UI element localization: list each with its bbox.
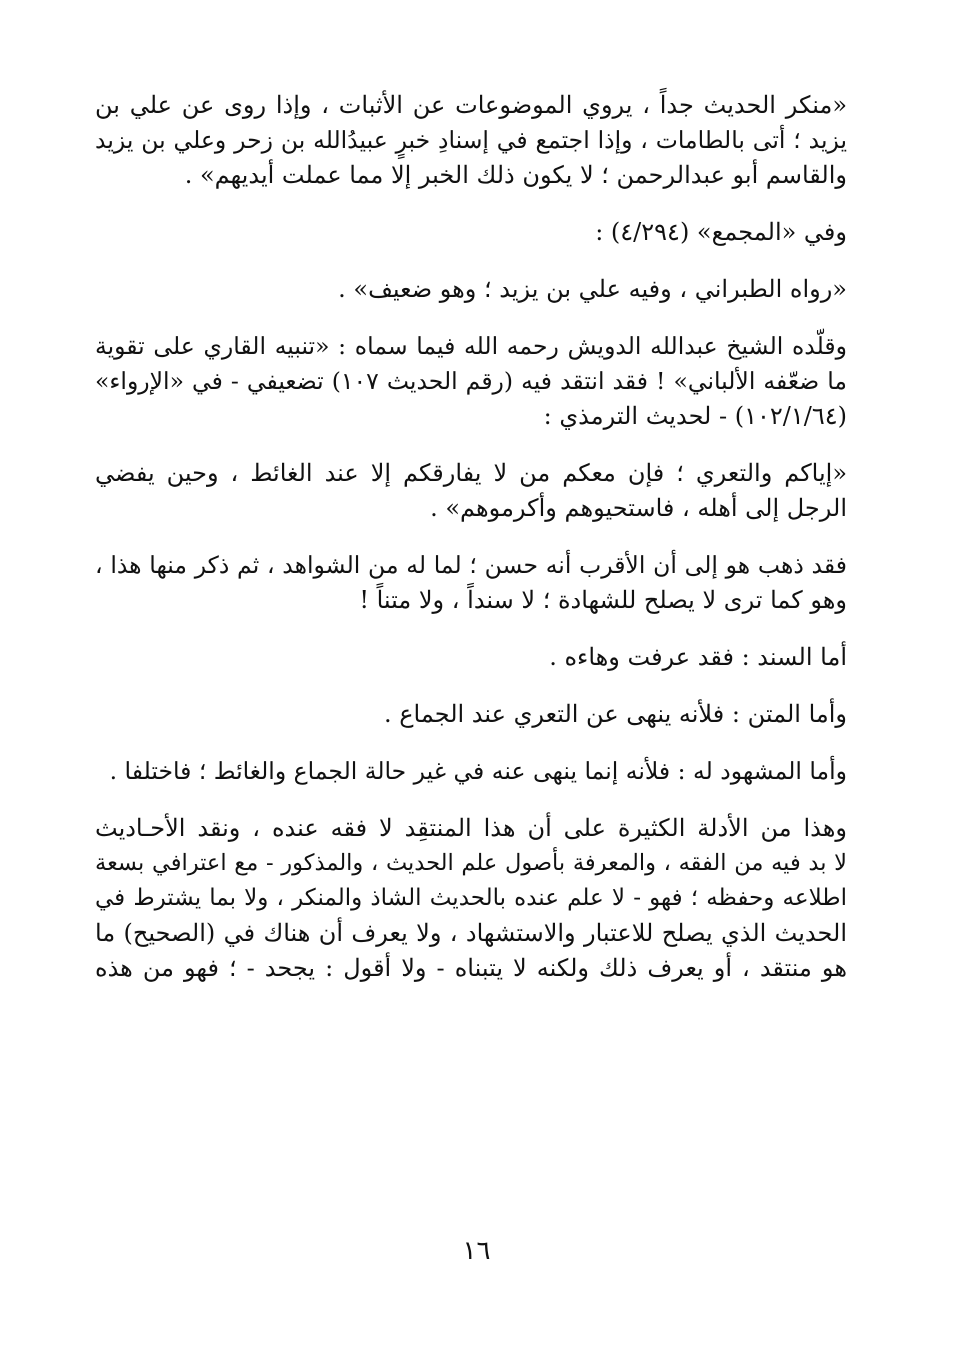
text-line: ما ضعّفه الألباني» ! فقد انتقد فيه (رقم الحديث ١٠٧) تضعيفي - في «الإرواء» bbox=[95, 367, 847, 395]
paragraph-sanad bbox=[95, 640, 847, 675]
text-line: فقد ذهب هو إلى أن الأقرب أنه حسن ؛ لما له من الشواهد ، ثم ذكر منها هذا ، bbox=[95, 551, 847, 579]
text-line: (١٠٢/١/٦٤) - لحديث الترمذي : bbox=[543, 402, 847, 430]
page-number: ١٦ bbox=[462, 1236, 491, 1266]
text-line: وقلّده الشيخ عبدالله الدويش رحمه الله فيما سماه : «تنبيه القاري على تقوية bbox=[95, 332, 847, 360]
paragraph-tabarani-quote bbox=[95, 272, 847, 307]
text-line: «إياكم والتعري ؛ فإن معكم من لا يفارقكم إلا عند الغائط ، وحين يفضي bbox=[95, 459, 847, 487]
text-line: وفي «المجمع» (٤/٢٩٤) : bbox=[595, 218, 847, 246]
text-line: وأما المشهود له : فلأنه إنما ينهى عنه في غير حالة الجماع والغائط ؛ فاختلفا . bbox=[109, 757, 847, 785]
paragraph-conclusion bbox=[95, 811, 847, 986]
text-line: الحديث الذي يصلح للاعتبار والاستشهاد ، ولا يعرف أن هناك في (الصحيح) ما bbox=[95, 919, 847, 947]
text-line: «رواه الطبراني ، وفيه علي بن يزيد ؛ وهو ضعيف» . bbox=[338, 275, 847, 303]
text-line: وأما المتن : فلأنه ينهى عن التعري عند الجماع . bbox=[383, 700, 847, 728]
text-line: وهو كما ترى لا يصلح للشهادة ؛ لا سنداً ، ولا متناً ! bbox=[359, 586, 847, 614]
text-line: وهذا من الأدلة الكثيرة على أن هذا المنتقِد لا فقه عنده ، ونقد الأحـاديث bbox=[95, 814, 847, 842]
page-body bbox=[95, 88, 847, 1008]
paragraph-dawish bbox=[95, 329, 847, 434]
text-line: يزيد ؛ أتى بالطامات ، وإذا اجتمع في إسنادِ خبرٍ عبيدُالله بن زحر وعلي بن يزيد bbox=[95, 126, 847, 154]
text-line: لا بد فيه من الفقه ، والمعرفة بأصول علم الحديث ، والمذكور - مع اعترافي بسعة bbox=[95, 850, 847, 876]
paragraph-mashhud bbox=[95, 754, 847, 789]
text-line: «منكر الحديث جداً ، يروي الموضوعات عن الأثبات ، وإذا روى عن علي بن bbox=[95, 91, 847, 119]
text-line: أما السند : فقد عرفت وهاءه . bbox=[549, 643, 847, 671]
paragraph-matn bbox=[95, 697, 847, 732]
paragraph-quote-munkar bbox=[95, 88, 847, 193]
text-line: هو منتقد ، أو يعرف ذلك ولكنه لا يتبناه - ولا أقول : يجحد - ؛ فهو من هذه bbox=[95, 954, 847, 982]
text-line: الرجل إلى أهله ، فاستحيوهم وأكرموهم» . bbox=[430, 494, 847, 522]
paragraph-majma-reference bbox=[95, 215, 847, 250]
paragraph-shawahid bbox=[95, 548, 847, 618]
paragraph-hadith-quote bbox=[95, 456, 847, 526]
text-line: اطلاعه وحفظه ؛ فهو - لا علم عنده بالحديث الشاذ والمنكر ، ولا بما يشترط في bbox=[95, 885, 847, 911]
text-line: والقاسم أبو عبدالرحمن ؛ لا يكون ذلك الخبر إلا مما عملت أيديهم» . bbox=[184, 161, 847, 189]
